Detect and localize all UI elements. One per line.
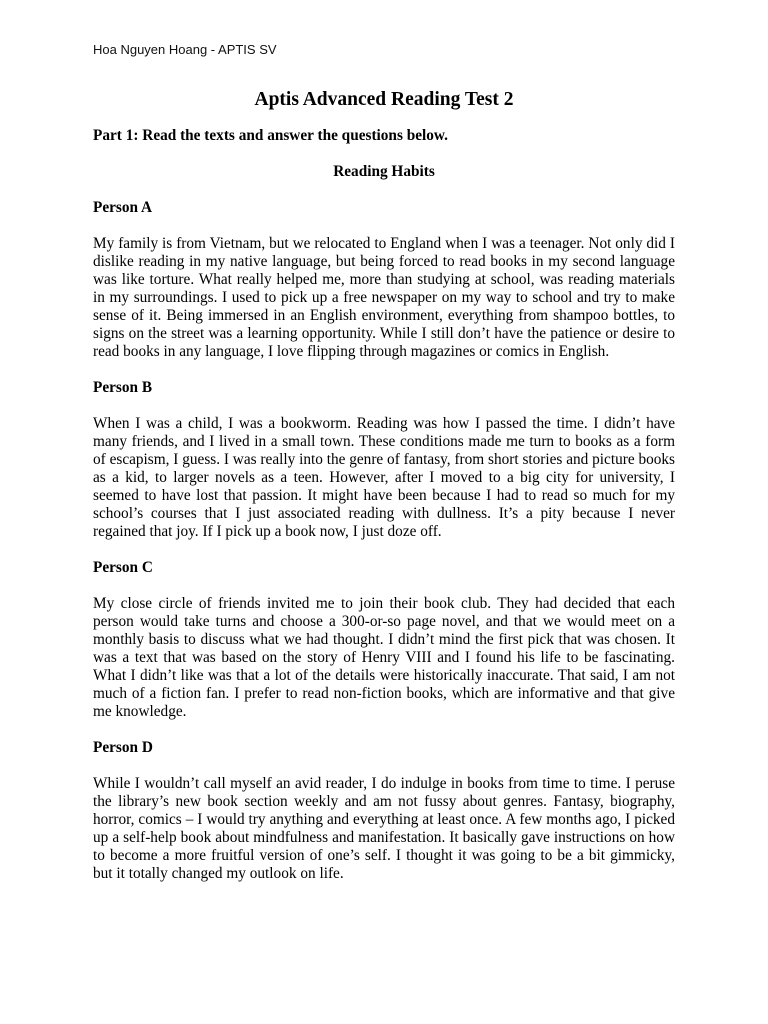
person-b-heading: Person B [93, 379, 153, 396]
document-body [93, 88, 675, 901]
person-d-heading: Person D [93, 739, 153, 756]
page-header-author: Hoa Nguyen Hoang - APTIS SV [93, 42, 277, 57]
person-d-text: While I wouldn’t call myself an avid reader, I do indulge in books from time to time. I peruse the library’s new book section weekly and am not fussy about genres. Fantasy, biography, horror, comics – I would try anything and everything at least once. A few months ago, I picked up a self-help book about mindfulness and manifestation. It basically gave instructions on how to become a more fruitful version of one’s self. I thought it was going to be a bit gimmicky, but it totally changed my outlook on life. [93, 775, 675, 882]
person-b-block [93, 379, 675, 541]
person-c-heading: Person C [93, 559, 153, 576]
person-a-block [93, 199, 675, 361]
person-d-block [93, 739, 675, 883]
document-title: Aptis Advanced Reading Test 2 [254, 89, 514, 110]
person-b-text: When I was a child, I was a bookworm. Reading was how I passed the time. I didn’t have many friends, and I lived in a small town. These conditions made me turn to books as a form of escapism, I guess. I was really into the genre of fantasy, from short stories and picture books as a kid, to larger novels as a teen. However, after I moved to a big city for university, I seemed to have lost that passion. It might have been because I had to read so much for my school’s courses that I just associated reading with dullness. It’s a pity because I never regained that joy. If I pick up a book now, I just doze off. [93, 415, 675, 540]
section-title: Reading Habits [333, 163, 435, 180]
person-a-text: My family is from Vietnam, but we relocated to England when I was a teenager. Not only did I dislike reading in my native language, but being forced to read books in my second language was like torture. What really helped me, more than studying at school, was reading materials in my surroundings. I used to pick up a free newspaper on my way to school and try to make sense of it. Being immersed in an English environment, everything from shampoo bottles, to signs on the street was a learning opportunity. While I still don’t have the patience or desire to read books in any language, I love flipping through magazines or comics in English. [93, 235, 675, 360]
person-c-text: My close circle of friends invited me to join their book club. They had decided that each person would take turns and choose a 300-or-so page novel, and that we would meet on a monthly basis to discuss what we had thought. I didn’t mind the first pick that was chosen. It was a text that was based on the story of Henry VIII and I found his life to be fascinating. What I didn’t like was that a lot of the details were historically inaccurate. That said, I am not much of a fiction fan. I prefer to read non-fiction books, which are informative and that give me knowledge. [93, 595, 675, 720]
person-a-heading: Person A [93, 199, 153, 216]
person-c-block [93, 559, 675, 721]
part-heading: Part 1: Read the texts and answer the questions below. [93, 127, 448, 144]
